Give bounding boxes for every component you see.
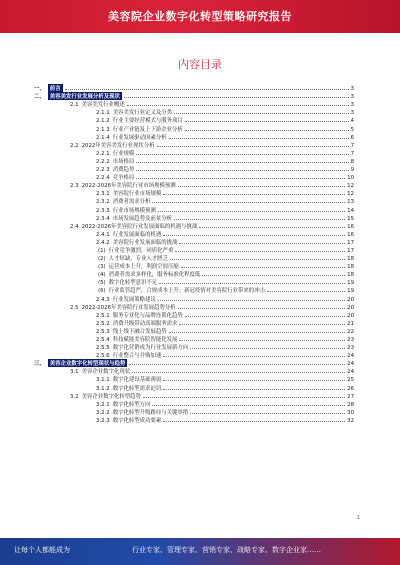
toc-dot-leader [170,259,345,260]
toc-entry-number: 2.1.4 [96,134,110,141]
toc-dot-leader [185,121,349,122]
toc-entry-number: 2.3.1 [96,191,110,198]
toc-entry[interactable] [34,359,354,367]
toc-entry-number: 三、 [34,361,45,368]
toc-entry[interactable] [34,294,354,302]
toc-entry[interactable] [34,165,354,173]
toc-entry-title: 2022-2026年美容院行业市场规模预测 [81,183,176,190]
toc-entry-number: 2.3.4 [96,215,110,222]
report-title: 美容院企业数字化转型策略研究报告 [108,10,292,23]
toc-entry-page: 20 [347,296,354,303]
toc-entry-title: 数字化营销成为行业发展新方向 [112,345,189,352]
toc-entry-title: 美容企业数字化现状 [81,369,131,376]
toc-entry-page: 8 [350,158,354,165]
toc-entry-page: 14 [347,207,354,214]
toc-entry-page: 18 [347,256,354,263]
toc-entry-title: 美容美发行业发展分析及现状 [49,94,120,101]
toc-entry-number: 3.2.2 [96,409,110,416]
toc-dot-leader [158,211,345,212]
toc-entry-title: 数字化转型升级路径与关键举措 [112,409,189,416]
toc-entry[interactable] [34,205,354,213]
toc-dot-leader [159,283,345,284]
toc-entry-page: 3 [350,110,354,117]
toc-entry[interactable] [34,230,354,238]
page-number: 1 [356,515,360,521]
toc-entry-title: 前言 [49,86,61,93]
toc-entry[interactable] [34,141,354,149]
toc-dot-leader [174,219,345,220]
toc-entry-number: 2.1 [70,102,79,109]
toc-entry-number: (2) [98,256,106,263]
toc-entry[interactable] [34,392,354,400]
toc-entry-title: 美容院行业市场规模 [112,191,162,198]
toc-entry[interactable] [34,181,354,189]
toc-entry[interactable] [34,157,354,165]
toc-dot-leader [65,89,349,90]
toc-entry-page: 12 [347,191,354,198]
toc-entry-page: 16 [347,231,354,238]
toc-entry-number: 2.3 [70,183,79,190]
toc-entry[interactable] [34,327,354,335]
toc-entry-title: 2022年美容美发行业现状分析 [81,142,155,149]
toc-dot-leader [175,251,345,252]
toc-dot-leader [152,405,345,406]
toc-entry-title: 美容院行业发展面临的挑战 [112,239,178,246]
toc-entry[interactable] [34,254,354,262]
toc-entry-page: 21 [347,320,354,327]
toc-dot-leader [136,162,348,163]
toc-entry-title: 美容企业数字化转型趋势 [81,393,141,400]
toc-entry-page: 32 [347,417,354,424]
toc-entry-title: 美容美发行业定义及分类 [112,110,173,117]
toc-entry-number: 2.5.5 [96,345,110,352]
toc-entry-number: 2.4 [70,223,79,230]
toc-entry-title: 市场格局 [112,158,135,165]
toc-entry-title: 行业发展策略建议 [112,296,156,303]
toc-entry-title: 数字化转型成功要素 [112,417,162,424]
toc-entry[interactable] [34,367,354,375]
toc-dot-leader [132,372,345,373]
toc-entry[interactable] [34,222,354,230]
toc-entry-number: 2.5.4 [96,337,110,343]
toc-entry[interactable] [34,343,354,351]
toc-entry[interactable] [34,383,354,391]
toc-entry[interactable] [34,408,354,416]
toc-entry[interactable] [34,84,354,92]
toc-entry-title: 人才短缺，专业人才匮乏 [108,256,168,263]
toc-entry-title: 消费趋势 [112,167,135,174]
toc-entry-title: 行业发展驱动因素分析 [112,134,167,141]
toc-dot-leader [185,130,349,131]
toc-entry-number: 2.5 [70,304,79,311]
toc-entry-number: 3.1.2 [96,385,110,392]
toc-entry[interactable] [34,116,354,124]
toc-entry[interactable] [34,149,354,157]
toc-entry-number: 2.5.1 [96,312,110,319]
toc-dot-leader [178,308,345,309]
toc-dot-leader [179,340,345,341]
toc-entry-number: 2.5.6 [96,353,110,360]
toc-entry-title: 行业整合与并购加速 [112,353,162,360]
toc-entry[interactable] [34,335,354,343]
toc-entry-number: 2.2.3 [96,167,110,174]
toc-entry-number: 3.2 [70,393,79,400]
toc-entry-number: 2.4.1 [96,231,110,238]
toc-entry-title: 消费者需求多样化，服务标准化程度低 [108,272,201,279]
toc-entry-number: (1) [98,247,106,254]
toc-entry[interactable] [34,303,354,311]
toc-entry-number: 3.1 [70,369,79,376]
toc-entry-number: 2.4.3 [96,296,110,303]
toc-entry-page: 5 [350,126,354,133]
toc-entry-number: 2.4.2 [96,239,110,246]
toc-entry-page: 17 [347,247,354,254]
toc-entry-title: 行业发展面临的机遇 [112,231,162,238]
toc-entry-title: 行业规模 [112,150,135,157]
footer-tagline: 行业专家、管理专家、营销专家、战略专家、数字企业家…… [132,546,321,554]
toc-entry-title: 消费升级带动高端服务需求 [112,320,178,327]
toc-entry-title: 美容美发行业概述 [81,102,125,109]
toc-entry-page: 18 [347,272,354,279]
toc-entry-number: 二、 [34,94,45,101]
toc-entry-title: 消费者需求分析 [112,199,151,206]
toc-entry-number: 2.2.2 [96,158,110,165]
table-of-contents [34,84,354,424]
toc-entry-title: 美容企业数字化转型现状与趋势 [49,361,126,368]
toc-entry-title: 市场发展趋势及前景分析 [112,215,173,222]
toc-entry-page: 28 [347,401,354,408]
toc-entry-page: 17 [347,239,354,246]
toc-entry-page: 30 [347,409,354,416]
toc-entry-title: 行业主要经营模式与服务项目 [112,118,183,125]
toc-dot-leader [169,138,349,139]
toc-entry[interactable] [34,262,354,270]
toc-entry-page: 23 [347,345,354,352]
toc-dot-leader [199,227,345,228]
toc-entry-title: 数字化转型意识不足 [108,280,158,287]
toc-entry[interactable] [34,189,354,197]
toc-entry[interactable] [34,400,354,408]
toc-entry-number: (6) [98,288,106,295]
toc-entry[interactable] [34,375,354,383]
toc-entry[interactable] [34,319,354,327]
toc-entry-number: 2.1.2 [96,118,110,125]
toc-entry-page: 23 [347,337,354,343]
toc-dot-leader [181,267,345,268]
toc-entry-page: 19 [347,280,354,287]
toc-dot-leader [127,105,349,106]
toc-entry-number: 一、 [34,86,45,93]
toc-entry-number: (3) [98,264,106,271]
footer-banner [0,538,400,565]
toc-heading: 内容目录 [178,58,222,71]
toc-dot-leader [143,397,345,398]
toc-dot-leader [124,97,349,98]
report-header [0,0,400,33]
toc-entry[interactable] [34,197,354,205]
toc-entry-number: 3.2.3 [96,417,110,424]
toc-entry-title: 科技赋能美容院智能化发展 [112,337,178,343]
toc-entry-page: 6 [350,134,354,141]
footer-slogan: 让每个人都能成为 [14,546,70,554]
toc-entry[interactable] [34,416,354,424]
toc-entry-title: 2022-2026年美容院行业发展趋势分析 [81,304,176,311]
toc-dot-leader [267,291,345,292]
toc-dot-leader [163,421,345,422]
toc-entry-title: 行业市场规模预测 [112,207,156,214]
toc-dot-leader [179,324,345,325]
toc-entry-number: (5) [98,280,106,287]
toc-entry[interactable] [34,100,354,108]
toc-entry-page: 22 [347,328,354,335]
toc-entry-number: 2.2 [70,142,79,149]
toc-entry-page: 9 [350,167,354,174]
toc-dot-leader [190,348,345,349]
toc-entry-page: 7 [350,150,354,157]
toc-entry-page: 24 [347,353,354,360]
toc-dot-leader [163,389,345,390]
toc-entry[interactable] [34,286,354,294]
toc-entry-title: 行业竞争激烈，同质化严重 [108,247,174,254]
toc-entry-title: 竞争格局 [112,175,135,182]
toc-entry-title: 行业产业链及上下游企业分析 [112,126,183,133]
toc-entry[interactable] [34,124,354,132]
toc-dot-leader [179,243,345,244]
toc-entry-page: 25 [347,377,354,384]
toc-dot-leader [169,332,346,333]
toc-dot-leader [163,380,345,381]
toc-entry[interactable] [34,311,354,319]
toc-entry-page: 20 [347,312,354,319]
toc-entry-title: 行业监管趋严，合规成本上升；新冠疫情对美容院行业带来的冲击 [108,288,265,295]
toc-entry-page: 24 [347,361,354,368]
toc-entry[interactable] [34,238,354,246]
toc-entry-title: 数字化转型方向 [112,401,151,408]
toc-entry-number: (4) [98,272,106,279]
toc-dot-leader [136,178,345,179]
toc-dot-leader [129,364,345,365]
toc-entry-number: 2.5.2 [96,320,110,327]
toc-entry-page: 10 [347,175,354,182]
toc-dot-leader [202,275,345,276]
toc-entry-page: 7 [350,142,354,149]
toc-entry-page: 18 [347,264,354,271]
toc-entry-number: 2.2.1 [96,150,110,157]
toc-dot-leader [152,202,345,203]
toc-entry-title: 运营成本上升，利润空间压缩 [108,264,179,271]
toc-entry-title: 线上线下融合发展趋势 [112,328,167,335]
toc-entry-title: 2022-2026年美容院行业发展面临的机遇与挑战 [81,223,198,230]
toc-entry-page: 4 [350,118,354,125]
toc-entry-title: 数字化转型需求迫切 [112,385,162,392]
toc-entry-page: 19 [347,288,354,295]
toc-dot-leader [185,316,345,317]
toc-entry[interactable] [34,214,354,222]
toc-dot-leader [178,186,345,187]
toc-dot-leader [158,300,345,301]
toc-entry-number: 2.3.3 [96,207,110,214]
toc-entry[interactable] [34,246,354,254]
toc-dot-leader [157,146,349,147]
toc-entry-number: 3.2.1 [96,401,110,408]
toc-entry-number: 2.1.1 [96,110,110,117]
toc-entry[interactable] [34,278,354,286]
toc-dot-leader [136,170,348,171]
toc-dot-leader [174,113,349,114]
toc-entry-number: 2.5.3 [96,328,110,335]
toc-entry-page: 3 [350,86,354,93]
toc-dot-leader [190,413,345,414]
toc-entry-title: 数字化建设基础薄弱 [112,377,162,384]
toc-entry-page: 13 [347,199,354,206]
toc-entry-page: 20 [347,304,354,311]
toc-entry[interactable] [34,173,354,181]
toc-entry-number: 2.3.2 [96,199,110,206]
toc-entry-title: 服务专业化与品牌连锁化趋势 [112,312,183,319]
toc-entry-page: 16 [347,223,354,230]
toc-entry-page: 27 [347,393,354,400]
toc-dot-leader [163,194,345,195]
toc-entry-page: 12 [347,183,354,190]
toc-entry-number: 2.2.4 [96,175,110,182]
toc-entry[interactable] [34,351,354,359]
toc-dot-leader [163,235,345,236]
toc-dot-leader [136,154,348,155]
toc-entry[interactable] [34,270,354,278]
toc-entry-number: 2.1.3 [96,126,110,133]
toc-dot-leader [163,356,345,357]
toc-entry[interactable] [34,133,354,141]
toc-entry-number: 3.1.1 [96,377,110,384]
toc-entry-page: 3 [350,102,354,109]
toc-entry[interactable] [34,92,354,100]
toc-entry[interactable] [34,108,354,116]
toc-entry-page: 15 [347,215,354,222]
toc-entry-page: 24 [347,369,354,376]
toc-entry-page: 26 [347,385,354,392]
toc-entry-page: 3 [350,94,354,101]
